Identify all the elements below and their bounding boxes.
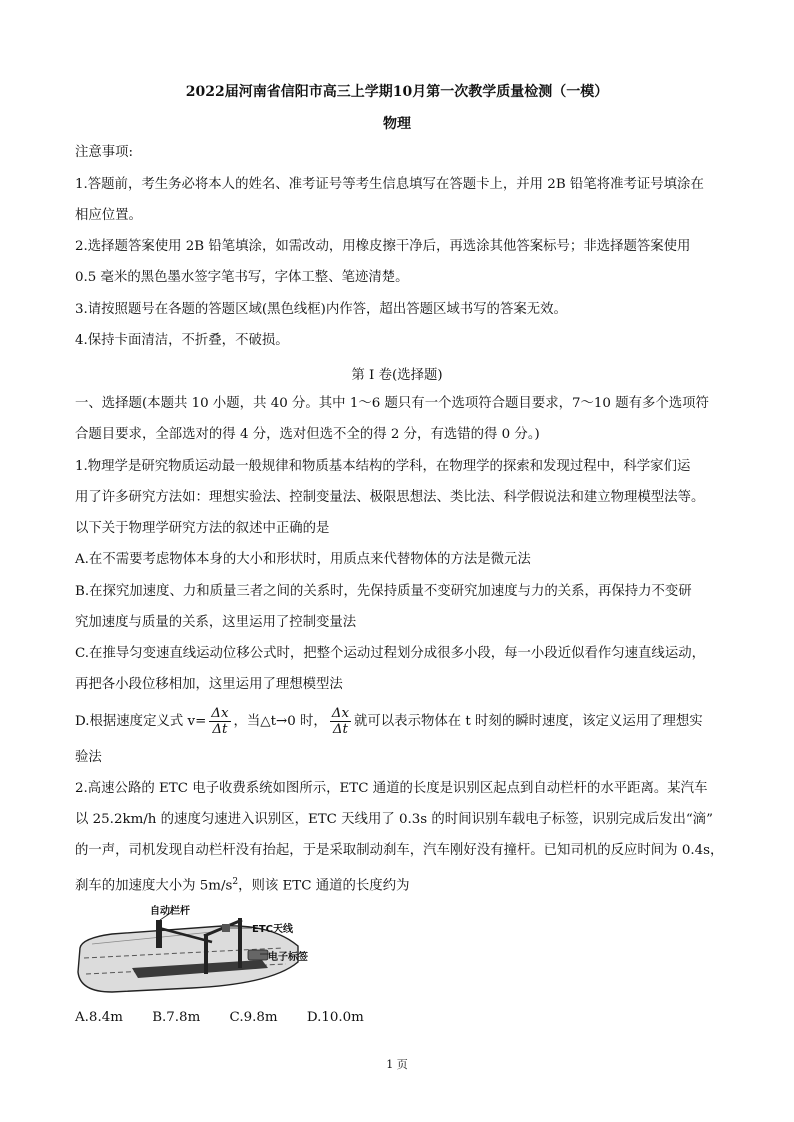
q2-option-b: B.7.8m — [152, 1010, 201, 1025]
page-number: 1 页 — [386, 1058, 408, 1071]
q1-option-b-line: B.在探究加速度、力和质量三者之间的关系时，先保持质量不变研究加速度与力的关系，再保持力不变研 — [75, 584, 692, 599]
q1-option-d — [75, 706, 703, 737]
exponent: 2 — [232, 877, 239, 887]
notice-line: 2.选择题答案使用 2B 铅笔填涂，如需改动，用橡皮擦干净后，再选涂其他答案标号；非选择题答案使用 — [75, 239, 691, 254]
q1-option-c-line: 再把各小段位移相加，这里运用了理想模型法 — [75, 677, 343, 692]
notice-line: 0.5 毫米的黑色墨水签字笔书写，字体工整、笔迹清楚。 — [75, 270, 409, 285]
notice-line: 4.保持卡面清洁，不折叠，不破损。 — [75, 333, 289, 348]
notice-line: 3.请按照题号在各题的答题区域(黑色线框)内作答，超出答题区域书写的答案无效。 — [75, 302, 567, 317]
fraction-denominator: Δt — [212, 722, 228, 737]
fraction-numerator: Δx — [331, 706, 350, 721]
q2-last-prefix: 刹车的加速度大小为 5m/s — [75, 878, 233, 894]
exam-title: 2022届河南省信阳市高三上学期10月第一次教学质量检测（一模） — [185, 84, 609, 100]
section-intro-line: 一、选择题(本题共 10 小题，共 40 分。其中 1～6 题只有一个选项符合题目要求，7～10 题有多个选项符 — [75, 396, 709, 411]
q2-stem-last-line — [75, 872, 409, 896]
notice-line: 相应位置。 — [75, 208, 142, 223]
q1-stem-line: 以下关于物理学研究方法的叙述中正确的是 — [75, 521, 330, 536]
q1-stem-line: 1.物理学是研究物质运动最一般规律和物质基本结构的学科，在物理学的探索和发现过程中，科学家们运 — [75, 459, 691, 474]
section-title: 第 I 卷(选择题) — [351, 368, 443, 383]
q2-stem-line: 2.高速公路的 ETC 电子收费系统如图所示，ETC 通道的长度是识别区起点到自动栏杆的水平距离。某汽车 — [75, 781, 708, 796]
q2-option-c: C.9.8m — [229, 1010, 278, 1025]
velocity-fraction — [330, 706, 351, 737]
tag-label: 电子标签 — [268, 952, 308, 963]
q2-last-suffix: ，则该 ETC 通道的长度约为 — [238, 878, 410, 894]
fraction-numerator: Δx — [211, 706, 229, 721]
q2-option-a: A.8.4m — [75, 1010, 123, 1025]
q1-option-d-prefix: D.根据速度定义式 v= — [75, 714, 207, 729]
q1-option-d-suffix: 就可以表示物体在 t 时刻的瞬时速度，该定义运用了理想实 — [354, 714, 703, 729]
section-intro-line: 合题目要求，全部选对的得 4 分，选对但选不全的得 2 分，有选错的得 0 分。) — [75, 427, 540, 442]
q2-stem-line: 以 25.2km/h 的速度匀速进入识别区，ETC 天线用了 0.3s 的时间识别车载电子标签，识别完成后发出“滴” — [75, 812, 713, 827]
q1-option-d-line2: 验法 — [75, 750, 102, 765]
q1-option-b-line: 究加速度与质量的关系，这里运用了控制变量法 — [75, 615, 357, 630]
q1-option-c-line: C.在推导匀变速直线运动位移公式时，把整个运动过程划分成很多小段，每一小段近似看作匀速直线运动， — [75, 646, 705, 661]
q2-options — [75, 1008, 389, 1028]
exam-subject: 物理 — [383, 116, 411, 132]
fraction-denominator: Δt — [332, 722, 348, 737]
notice-heading: 注意事项: — [75, 145, 134, 160]
velocity-fraction — [209, 706, 230, 737]
barrier-label: 自动栏杆 — [150, 906, 190, 917]
q1-stem-line: 用了许多研究方法如：理想实验法、控制变量法、极限思想法、类比法、科学假说法和建立物理模型法等。 — [75, 490, 705, 505]
q1-option-d-middle: ，当△t→0 时， — [233, 714, 327, 729]
q2-stem-line: 的一声，司机发现自动栏杆没有抬起，于是采取制动刹车，汽车刚好没有撞杆。已知司机的反应时间为 0.4s， — [75, 843, 724, 858]
etc-diagram — [72, 898, 308, 998]
antenna-label: ETC天线 — [252, 924, 293, 935]
notice-line: 1.答题前，考生务必将本人的姓名、准考证号等考生信息填写在答题卡上，并用 2B 铅笔将准考证号填涂在 — [75, 177, 704, 192]
q2-option-d: D.10.0m — [306, 1010, 364, 1025]
q1-option-a: A.在不需要考虑物体本身的大小和形状时，用质点来代替物体的方法是微元法 — [75, 552, 531, 567]
